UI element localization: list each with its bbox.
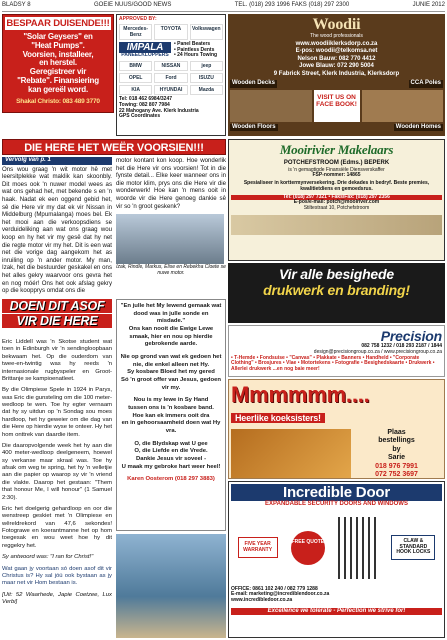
approved-label: APPROVED BY: bbox=[119, 16, 157, 22]
mooirivier-fsp-desc: is 'n gemagtigde Finansiële Diensverskaffer bbox=[288, 166, 385, 173]
athlete-photo bbox=[116, 534, 226, 638]
car-photo bbox=[116, 214, 224, 264]
label-cca-poles: CCA Poles bbox=[410, 80, 441, 87]
koeksister-photo bbox=[231, 429, 351, 479]
mooirivier-fsp: FSP-nommer: 14865 bbox=[312, 172, 361, 179]
poem-line: en in gehoorsaamheid doen wat Hy vra. bbox=[121, 420, 221, 435]
ad-line: Voorsien, installeer, bbox=[22, 49, 94, 59]
precision-services: • T-Hemde • Fondsuise • "Canvas" • Plakkate • Banners • Handheld • "Corporate Clothing" • Brosjures • Vlae • Motortekens • Fotografie • Besighedskaarte • Drukwerk • Allerlei drukwerk ...en nog baie meer! bbox=[231, 354, 435, 372]
woodii-contact: Jowe Blauw: 072 290 5004 bbox=[299, 63, 374, 70]
poem-line: O, die Blydskap wat U gee bbox=[134, 440, 208, 447]
brand-logo: Mercedes-Benz bbox=[119, 24, 152, 40]
poem-author: Karen Oosterom (018 297 3883) bbox=[127, 476, 215, 483]
woodii-address: 9 Fabrick Street, Klerk Industria, Klerksdorp bbox=[273, 70, 400, 77]
door-image bbox=[338, 517, 378, 579]
brand-logo: Mazda bbox=[190, 85, 223, 95]
doen-article bbox=[2, 339, 112, 639]
doen-paragraph: [Uit: 52 Waarhede, Japie Coetzee, Lux Verbi] bbox=[2, 591, 112, 605]
poem-line: Nie op grond van wat ek gedoen het nie, die enkel alleen net Hy. bbox=[120, 354, 222, 368]
impala-tel: Tel: 018 462 6984/3247 bbox=[119, 96, 173, 102]
mooirivier-company: POTCHEFSTROOM (Edms.) BEPERK bbox=[283, 160, 390, 166]
brand-logo: HYUNDAI bbox=[154, 85, 187, 95]
solar-geyser-ad bbox=[2, 14, 114, 113]
photo-caption: Izak, Rindle, Markus, Elise en Rebekha Cloete se nuwe motor. bbox=[116, 264, 226, 277]
doen-paragraph: Wat gaan jy voortaan só doen asof dit vir Christus is? Hy sal jóú ook bystaan as jy maar net vir Hom bestaan is. bbox=[2, 565, 112, 587]
doen-title-line: DOEN DIT ASOF bbox=[2, 299, 112, 313]
doen-title-line: VIR DIE HERE bbox=[2, 314, 112, 328]
article-col-1 bbox=[2, 157, 112, 297]
mooirivier-ad bbox=[228, 139, 445, 261]
koeksister-text: by bbox=[392, 445, 401, 453]
impala-towing: Towing: 082 807 7984 bbox=[119, 101, 170, 108]
poem-line: Sy kosbare Bloed het my gered bbox=[127, 369, 215, 376]
service-item: • 24 Hours Towing bbox=[174, 52, 218, 59]
woodii-logo: Woodii bbox=[312, 16, 361, 33]
service-item: • Paintless Dents bbox=[174, 46, 215, 53]
ad-line: "Rebate". Finansiering bbox=[17, 75, 99, 85]
incredible-logo: Incredible Door bbox=[231, 484, 442, 501]
branding-line-1: Vir alle besighede bbox=[279, 266, 394, 282]
poem bbox=[116, 299, 226, 531]
brand-logo: NISSAN bbox=[154, 61, 187, 71]
brand-logo: Volkswagen bbox=[190, 24, 223, 40]
label-wooden-floors: Wooden Floors bbox=[232, 123, 276, 130]
page-header bbox=[2, 2, 445, 12]
doen-paragraph: Die daaropvolgende week het hy aan die 400 meter-wedloop deelgeneem, hoewel sy verkanse maar skraal was. Toe hy afsak om weg te spring, het hy 'n velletjie aan die papier op waarop sy vir 'n vriend die vlakte. Daarop het gestaan: "Them that honour Me, I will honour" (1 Samuel 2:30). bbox=[2, 442, 112, 501]
impala-ad bbox=[116, 14, 226, 136]
article-col-2 bbox=[116, 157, 226, 297]
locks-badge: CLAW & STANDARD HOOK LOCKS bbox=[391, 535, 435, 560]
warranty-badge: FIVE YEAR WARRANTY bbox=[238, 537, 278, 559]
impala-gps: GPS Coordinates bbox=[119, 113, 161, 120]
doen-title bbox=[2, 299, 112, 339]
impala-address: 22 Mahogany Ave. Klerk Industria bbox=[119, 107, 199, 114]
poem-line: U maak my gebroke hart weer heel! bbox=[121, 463, 221, 470]
ad-line: "Solar Geysers" en bbox=[23, 32, 93, 41]
continued-label: Vervolg van p. 1 bbox=[2, 157, 112, 165]
koeksister-ad bbox=[228, 379, 445, 479]
free-quote-badge: FREE QUOTE bbox=[291, 531, 325, 565]
brand-logo: BMW bbox=[119, 61, 152, 71]
ad-contact: Shakal Christo: 083 489 3770 bbox=[16, 97, 100, 105]
poem-line: Só 'n groot offer van Jesus, gedoen vir my. bbox=[121, 377, 221, 391]
koeksister-text: bestellings bbox=[378, 437, 415, 445]
label-wooden-decks: Wooden Decks bbox=[232, 80, 275, 87]
facebook-badge: VISIT US ON FACE BOOK! bbox=[314, 90, 360, 122]
woodii-tagline: The wood professionals bbox=[310, 33, 363, 39]
mooirivier-desc: Spesialiseer in korttermynversekering. Drie dekades in bedryf. Beste premies, kwalitietdiens en gemoedsrus. bbox=[243, 180, 430, 192]
poem-line: Nou is my lewe in Sy Hand bbox=[133, 397, 209, 404]
incredible-door-ad bbox=[228, 481, 445, 638]
poem-line: "En julle het My lewend gemaak wat dood was in julle sonde en misdade." bbox=[120, 303, 222, 325]
ad-line: Geregistreer vir bbox=[29, 67, 87, 77]
koeksister-phone: 018 976 7991 bbox=[375, 462, 418, 470]
incredible-footer: Excellence we tolerate - Perfection we strive for! bbox=[231, 608, 442, 616]
wood-photo bbox=[230, 90, 312, 122]
brand-logo: KIA bbox=[119, 85, 152, 95]
incredible-web: www.incredibledoor.co.za bbox=[231, 597, 293, 603]
contact-line: TEL. (018) 293 1996 FAKS (018) 297 2300 bbox=[234, 2, 350, 8]
mooirivier-address: Stiltestraat 10, Potchefstroom bbox=[303, 205, 370, 211]
wood-photo bbox=[362, 90, 444, 122]
impala-sub: PANEELKLOPPERS bbox=[121, 51, 169, 58]
poem-line: Hoe kan ek immers ooit dra bbox=[132, 412, 210, 419]
impala-logo: IMPALA bbox=[119, 42, 171, 53]
precision-email: design@precisiongroup.co.za / www.precisiongroup.co.za bbox=[313, 348, 442, 355]
building-photo bbox=[231, 215, 442, 235]
precision-logo: Precision bbox=[380, 328, 442, 344]
mooirivier-email: E-pos/e-mail: potch@mooiriver.com bbox=[293, 199, 380, 206]
incredible-office: OFFICE: 0861 102 240 / 082 779 1288 bbox=[231, 585, 318, 592]
mooirivier-tel: Tel: (018) 297 7321 • Faks/Fax: (018) 297 2356 bbox=[231, 195, 442, 201]
precision-ad bbox=[228, 325, 445, 377]
service-item: • Panel Beaters bbox=[174, 40, 211, 47]
page-number: BLADSY 8 bbox=[2, 2, 31, 8]
article-text: Ons wou graag 'n wit motor hê met leersitplekke wat maklik kan skoonbly. Dit moes ook 'n nuwer model wees as wat ons gehad het, met bekende s en 'n haak. Nadat ek een oggend gebid het, sê die Here vir my dat ek vir Nissan in Middelburg (Mpumalanga) moes bel. Ek het mooi aan die verkoopsdiens se verduideliking aan wat ons graag wou koop en hy het vir my gesê dat hy net die regte motor vir my het. Dit is een wat net die vorige dag aangekom het as inruiling op 'n ander motor. My man, Izak, het die bestuurder geskakel en ons het alles gekry waarvoor ons gevra het en nog móér! Ons het ook afslag gekry op die koopprys omdat ons die bbox=[2, 165, 112, 295]
brand-logo: Ford bbox=[154, 73, 187, 83]
woodii-ad bbox=[228, 14, 445, 136]
brand-logo: ISUZU bbox=[190, 73, 223, 83]
woodii-contact: Nelson Bauw: 082 770 4412 bbox=[297, 55, 376, 62]
koeksister-text: Sarie bbox=[387, 454, 406, 462]
poem-line: O, die Liefde en die Vrede. bbox=[134, 448, 208, 455]
mooirivier-logo: Mooirivier Makelaars bbox=[279, 142, 394, 157]
doen-paragraph: By die Olimpiese Spele in 1924 in Parys, was Eric die gunsteling om die 100 meter-wedloop te wen. Toe hy egter vernaam dat hy sy uitdun op 'n Sondag sou moes hardloop, het hy geweier om die dag van die Here op hierdie wyse te onteer. Hy het hom onttrek van daardie item. bbox=[2, 387, 112, 438]
article-text: motor kontant kon koop. Hoe wonderlik het die Here vir ons voorsien! Tot in die fynste detail... Elke keer wanneer ons in die motor klim, prys ons die Here vir die wonderwerk! Hoe kan 'n mens ooit in woorde vir die Here genoeg dankie sê vir so 'n groot geskenk? bbox=[116, 157, 226, 210]
koeksister-title: Mmmmmm.... bbox=[231, 382, 370, 407]
poem-line: Ons kan nooit die Ewige Lewe smaak, hier en nou op hierdie gebrokende aarde. bbox=[128, 326, 214, 348]
doen-paragraph: Eric het doelgerig gehardloop en oor die wenstreep geskiet met 'n Olimpiese en wêreldrekord van 47,6 sekondes! Fotograwe en koerantmanne het op hom toegesak en wou weet hoe hy dit reggekry het. bbox=[2, 505, 112, 549]
label-wooden-homes: Wooden Homes bbox=[395, 123, 441, 130]
doen-paragraph: Eric Liddell was 'n Skotse student wat toen in Edinburgh vir 'n sendingloopbaan bekwaam het. Op die ouderdom van twee-en-twintig was hy reeds 'n internasionale rugbyspeler en Groot-Brittanje se kampioenatleet. bbox=[2, 339, 112, 382]
brand-logo: OPEL bbox=[119, 73, 152, 83]
ad-line: "Heat Pumps". bbox=[31, 40, 85, 50]
koeksister-text: Plaas bbox=[387, 429, 406, 436]
brand-logo: jeep bbox=[190, 61, 223, 71]
headline: DIE HERE HET WEËR VOORSIEN!!! bbox=[2, 139, 226, 155]
ad-title: BESPAAR DUISENDE!!! bbox=[6, 18, 110, 29]
koeksister-sub: Heerlike koeksisters! bbox=[231, 413, 325, 423]
doen-paragraph: Sy antwoord was: "I ran for Christ!" bbox=[2, 554, 94, 561]
brand-logo: TOYOTA bbox=[154, 24, 187, 40]
precision-phone: 082 758 1232 / 018 293 2187 / 1844 bbox=[361, 343, 442, 349]
branding-ad bbox=[228, 263, 445, 323]
issue-date: JUNIE 2012 bbox=[412, 2, 445, 8]
woodii-email: E-pos: woodii@telkomsa.net bbox=[295, 48, 378, 55]
ad-line: kan gereël word. bbox=[28, 84, 88, 94]
branding-line-2: drukwerk en branding! bbox=[263, 282, 410, 298]
koeksister-phone: 072 752 3697 bbox=[375, 470, 418, 478]
incredible-tagline: EXPANDABLE SECURITY DOORS AND WINDOWS bbox=[265, 501, 408, 507]
poem-line: tussen ons is 'n kosbare band. bbox=[128, 405, 214, 412]
paper-name: GOEIE NUUS/GOOD NEWS bbox=[94, 2, 172, 8]
woodii-web: www.woodiiklerksdorp.co.za bbox=[295, 40, 378, 47]
incredible-email: E-mail: marketing@incrediblendoor.co.za bbox=[231, 591, 330, 598]
ad-line: en herstel. bbox=[39, 58, 77, 68]
poem-line: Dankie Jesus vir soveel - bbox=[135, 456, 207, 463]
